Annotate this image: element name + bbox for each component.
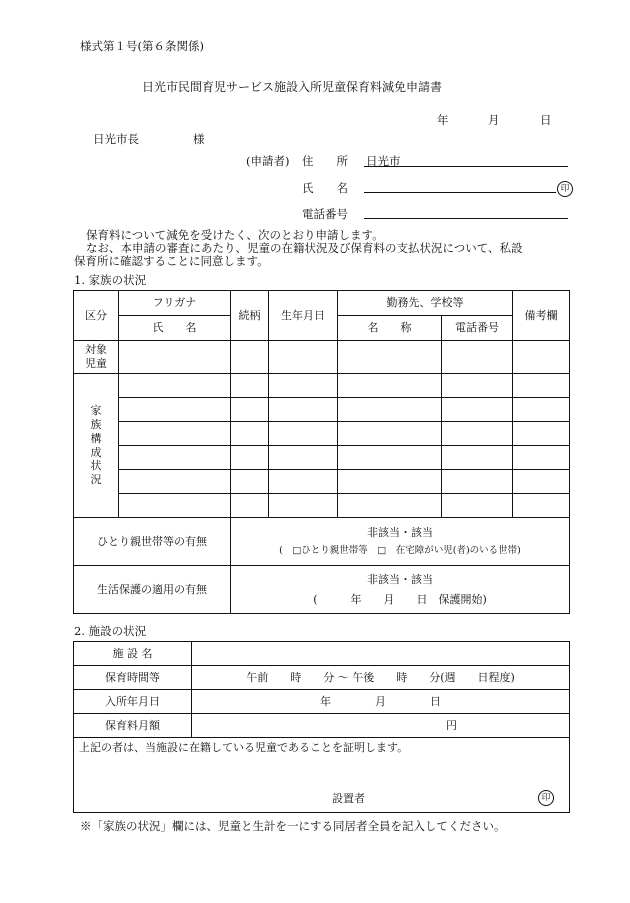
single-parent-detail[interactable]: ( □ひとり親世帯等 □ 在宅障がい児(者)のいる世帯) (279, 545, 521, 557)
cell[interactable] (442, 494, 513, 518)
hours-label: 保育時間等 (74, 666, 192, 690)
table-row (74, 494, 570, 518)
cell[interactable] (338, 398, 442, 422)
addressee-honorific: 様 (193, 132, 205, 146)
body-line-1: 保育料について減免を受けたく、次のとおり申請します。 (86, 228, 384, 242)
cell[interactable] (513, 422, 570, 446)
welfare-label: 生活保護の適用の有無 (74, 566, 231, 614)
cell[interactable] (119, 398, 231, 422)
family-members-text: 家族構成状況 (90, 404, 102, 486)
address-label: 住 所 (302, 154, 348, 168)
cell[interactable] (231, 446, 269, 470)
cell[interactable] (442, 446, 513, 470)
seal-icon: 印 (557, 181, 573, 197)
cell[interactable] (338, 470, 442, 494)
addressee-name: 日光市長 (93, 132, 139, 146)
cell[interactable] (269, 446, 338, 470)
cell[interactable] (338, 494, 442, 518)
installer-seal-icon: 印 (538, 790, 554, 806)
name-label: 氏 名 (302, 181, 348, 195)
cell[interactable] (269, 494, 338, 518)
form-number: 様式第１号(第６条関係) (80, 39, 204, 53)
cell[interactable] (231, 374, 269, 398)
header-relation: 続柄 (231, 291, 269, 341)
cell[interactable] (442, 470, 513, 494)
target-child-label (74, 341, 119, 374)
fee-unit: 円 (446, 718, 457, 732)
target-child-text: 対象児童 (85, 343, 107, 370)
welfare-value (231, 566, 570, 614)
installer-label: 設置者 (332, 792, 365, 805)
cell[interactable] (269, 398, 338, 422)
table-row-target-child (74, 341, 570, 374)
single-parent-choice[interactable]: 非該当・該当 (367, 525, 433, 539)
cell[interactable] (338, 341, 442, 374)
cell[interactable] (269, 341, 338, 374)
applicant-label: (申請者) (246, 154, 290, 168)
date-month-label: 月 (488, 113, 500, 127)
table-row (74, 446, 570, 470)
cell[interactable] (231, 341, 269, 374)
facility-table (73, 641, 570, 813)
header-notes: 備考欄 (513, 291, 570, 341)
section1-heading: 1. 家族の状況 (74, 273, 147, 287)
hours-value[interactable]: 午前 時 分 〜 午後 時 分(週 日程度) (192, 666, 570, 690)
phone-label: 電話番号 (302, 207, 348, 221)
cell[interactable] (442, 398, 513, 422)
header-place-name: 名 称 (338, 316, 442, 341)
family-table (73, 290, 570, 614)
cell[interactable] (513, 374, 570, 398)
body-line-2: なお、本申請の審査にあたり、児童の在籍状況及び保育料の支払状況について、私設 (86, 241, 523, 255)
cell[interactable] (119, 470, 231, 494)
cell[interactable] (513, 470, 570, 494)
table-row (74, 422, 570, 446)
table-row-welfare (74, 566, 570, 614)
cell[interactable] (231, 398, 269, 422)
cell[interactable] (442, 422, 513, 446)
facility-name-label: 施 設 名 (74, 642, 192, 666)
certification-box (74, 738, 570, 813)
cell[interactable] (231, 494, 269, 518)
footnote: ※「家族の状況」欄には、児童と生計を一にする同居者全員を記入してください。 (80, 819, 506, 833)
header-name: 氏 名 (119, 316, 231, 341)
cell[interactable] (513, 341, 570, 374)
date-day-label: 日 (540, 113, 552, 127)
single-parent-value (231, 518, 570, 566)
address-line[interactable] (364, 166, 568, 167)
cell[interactable] (513, 494, 570, 518)
table-row (74, 374, 570, 398)
header-phone: 電話番号 (442, 316, 513, 341)
header-category: 区分 (74, 291, 119, 341)
address-value: 日光市 (366, 154, 401, 168)
cell[interactable] (231, 470, 269, 494)
single-parent-label: ひとり親世帯等の有無 (74, 518, 231, 566)
form-title: 日光市民間育児サービス施設入所児童保育料減免申請書 (142, 80, 443, 94)
section2-heading: 2. 施設の状況 (74, 624, 147, 638)
cell[interactable] (338, 446, 442, 470)
welfare-detail[interactable]: ( 年 月 日 保護開始) (313, 592, 487, 606)
cell[interactable] (269, 470, 338, 494)
cell[interactable] (119, 422, 231, 446)
family-members-label (74, 374, 119, 518)
table-row-single-parent (74, 518, 570, 566)
date-year-label: 年 (437, 113, 449, 127)
cell[interactable] (442, 374, 513, 398)
cell[interactable] (513, 446, 570, 470)
cell[interactable] (231, 422, 269, 446)
body-line-3: 保育所に確認することに同意します。 (74, 254, 269, 268)
phone-line[interactable] (364, 218, 568, 219)
table-row (74, 398, 570, 422)
welfare-choice[interactable]: 非該当・該当 (367, 572, 433, 586)
admission-label: 入所年月日 (74, 690, 192, 714)
cell[interactable] (119, 374, 231, 398)
header-birthdate: 生年月日 (269, 291, 338, 341)
cell[interactable] (119, 341, 231, 374)
table-row (74, 470, 570, 494)
fee-value[interactable] (192, 714, 570, 738)
certification-text: 上記の者は、当施設に在籍している児童であることを証明します。 (79, 741, 409, 754)
cell[interactable] (119, 494, 231, 518)
header-furigana: フリガナ (119, 291, 231, 316)
facility-name-value[interactable] (192, 642, 570, 666)
cell[interactable] (338, 374, 442, 398)
cell[interactable] (269, 374, 338, 398)
cell[interactable] (338, 422, 442, 446)
cell[interactable] (119, 446, 231, 470)
admission-value[interactable]: 年 月 日 (192, 690, 570, 714)
name-line[interactable] (364, 192, 556, 193)
cell[interactable] (442, 341, 513, 374)
cell[interactable] (269, 422, 338, 446)
cell[interactable] (513, 398, 570, 422)
fee-label: 保育料月額 (74, 714, 192, 738)
header-workplace: 勤務先、学校等 (338, 291, 513, 316)
